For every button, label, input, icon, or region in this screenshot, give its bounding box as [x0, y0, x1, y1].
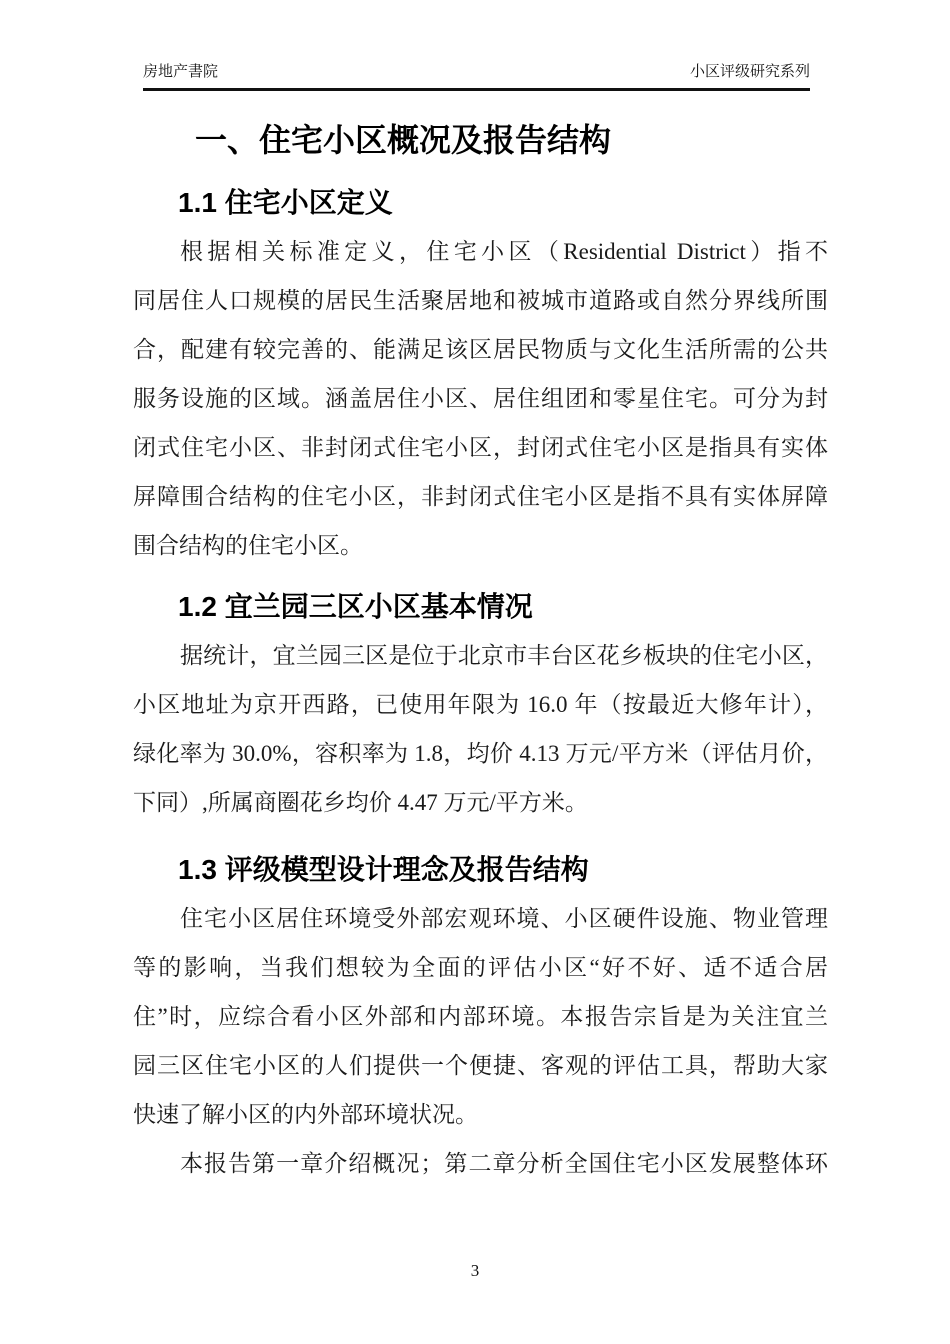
- text-line: 服务设施的区域。涵盖居住小区、居住组团和零星住宅。可分为封: [133, 386, 828, 411]
- paragraph-report-structure: [133, 1139, 828, 1188]
- text-line: 下同）,所属商圈花乡均价 4.47 万元/平方米。: [133, 790, 588, 815]
- chapter-title: 一、住宅小区概况及报告结构: [195, 122, 612, 158]
- text-line: 快速了解小区的内外部环境状况。: [133, 1102, 478, 1127]
- text-line: 围合结构的住宅小区。: [133, 533, 363, 558]
- text-line: 本报告第一章介绍概况；第二章分析全国住宅小区发展整体环: [180, 1151, 828, 1176]
- header-series-title: 小区评级研究系列: [689, 63, 810, 80]
- page-number: 3: [470, 1261, 480, 1280]
- section-heading-1-1: 1.1 住宅小区定义: [178, 187, 393, 218]
- text-line: 等的影响，当我们想较为全面的评估小区“好不好、适不适合居: [133, 955, 828, 980]
- paragraph-model-concept: [133, 894, 828, 1139]
- text-line: 合，配建有较完善的、能满足该区居民物质与文化生活所需的公共: [133, 337, 828, 362]
- text-line: 绿化率为 30.0%，容积率为 1.8，均价 4.13 万元/平方米（评估月价，: [133, 741, 828, 766]
- header-brand: 房地产書院: [143, 63, 219, 80]
- text-line: 住宅小区居住环境受外部宏观环境、小区硬件设施、物业管理: [180, 906, 828, 931]
- text-line: 园三区住宅小区的人们提供一个便捷、客观的评估工具，帮助大家: [133, 1053, 828, 1078]
- text-line: 住”时，应综合看小区外部和内部环境。本报告宗旨是为关注宜兰: [133, 1004, 828, 1029]
- paragraph-basic-info: [133, 631, 828, 827]
- section-heading-1-2: 1.2 宜兰园三区小区基本情况: [178, 591, 533, 622]
- text-line: 同居住人口规模的居民生活聚居地和被城市道路或自然分界线所围: [133, 288, 828, 313]
- paragraph-definition: [133, 227, 828, 570]
- page-footer: [0, 1259, 950, 1283]
- document-body: [133, 0, 828, 1188]
- text-line: 屏障围合结构的住宅小区，非封闭式住宅小区是指不具有实体屏障: [133, 484, 828, 509]
- section-heading-1-3: 1.3 评级模型设计理念及报告结构: [178, 854, 589, 885]
- text-line: 小区地址为京开西路，已使用年限为 16.0 年（按最近大修年计），: [133, 692, 828, 717]
- text-line: 根据相关标准定义，住宅小区（Residential District）指不: [180, 239, 828, 264]
- text-line: 据统计，宜兰园三区是位于北京市丰台区花乡板块的住宅小区，: [180, 643, 828, 668]
- text-line: 闭式住宅小区、非封闭式住宅小区，封闭式住宅小区是指具有实体: [133, 435, 828, 460]
